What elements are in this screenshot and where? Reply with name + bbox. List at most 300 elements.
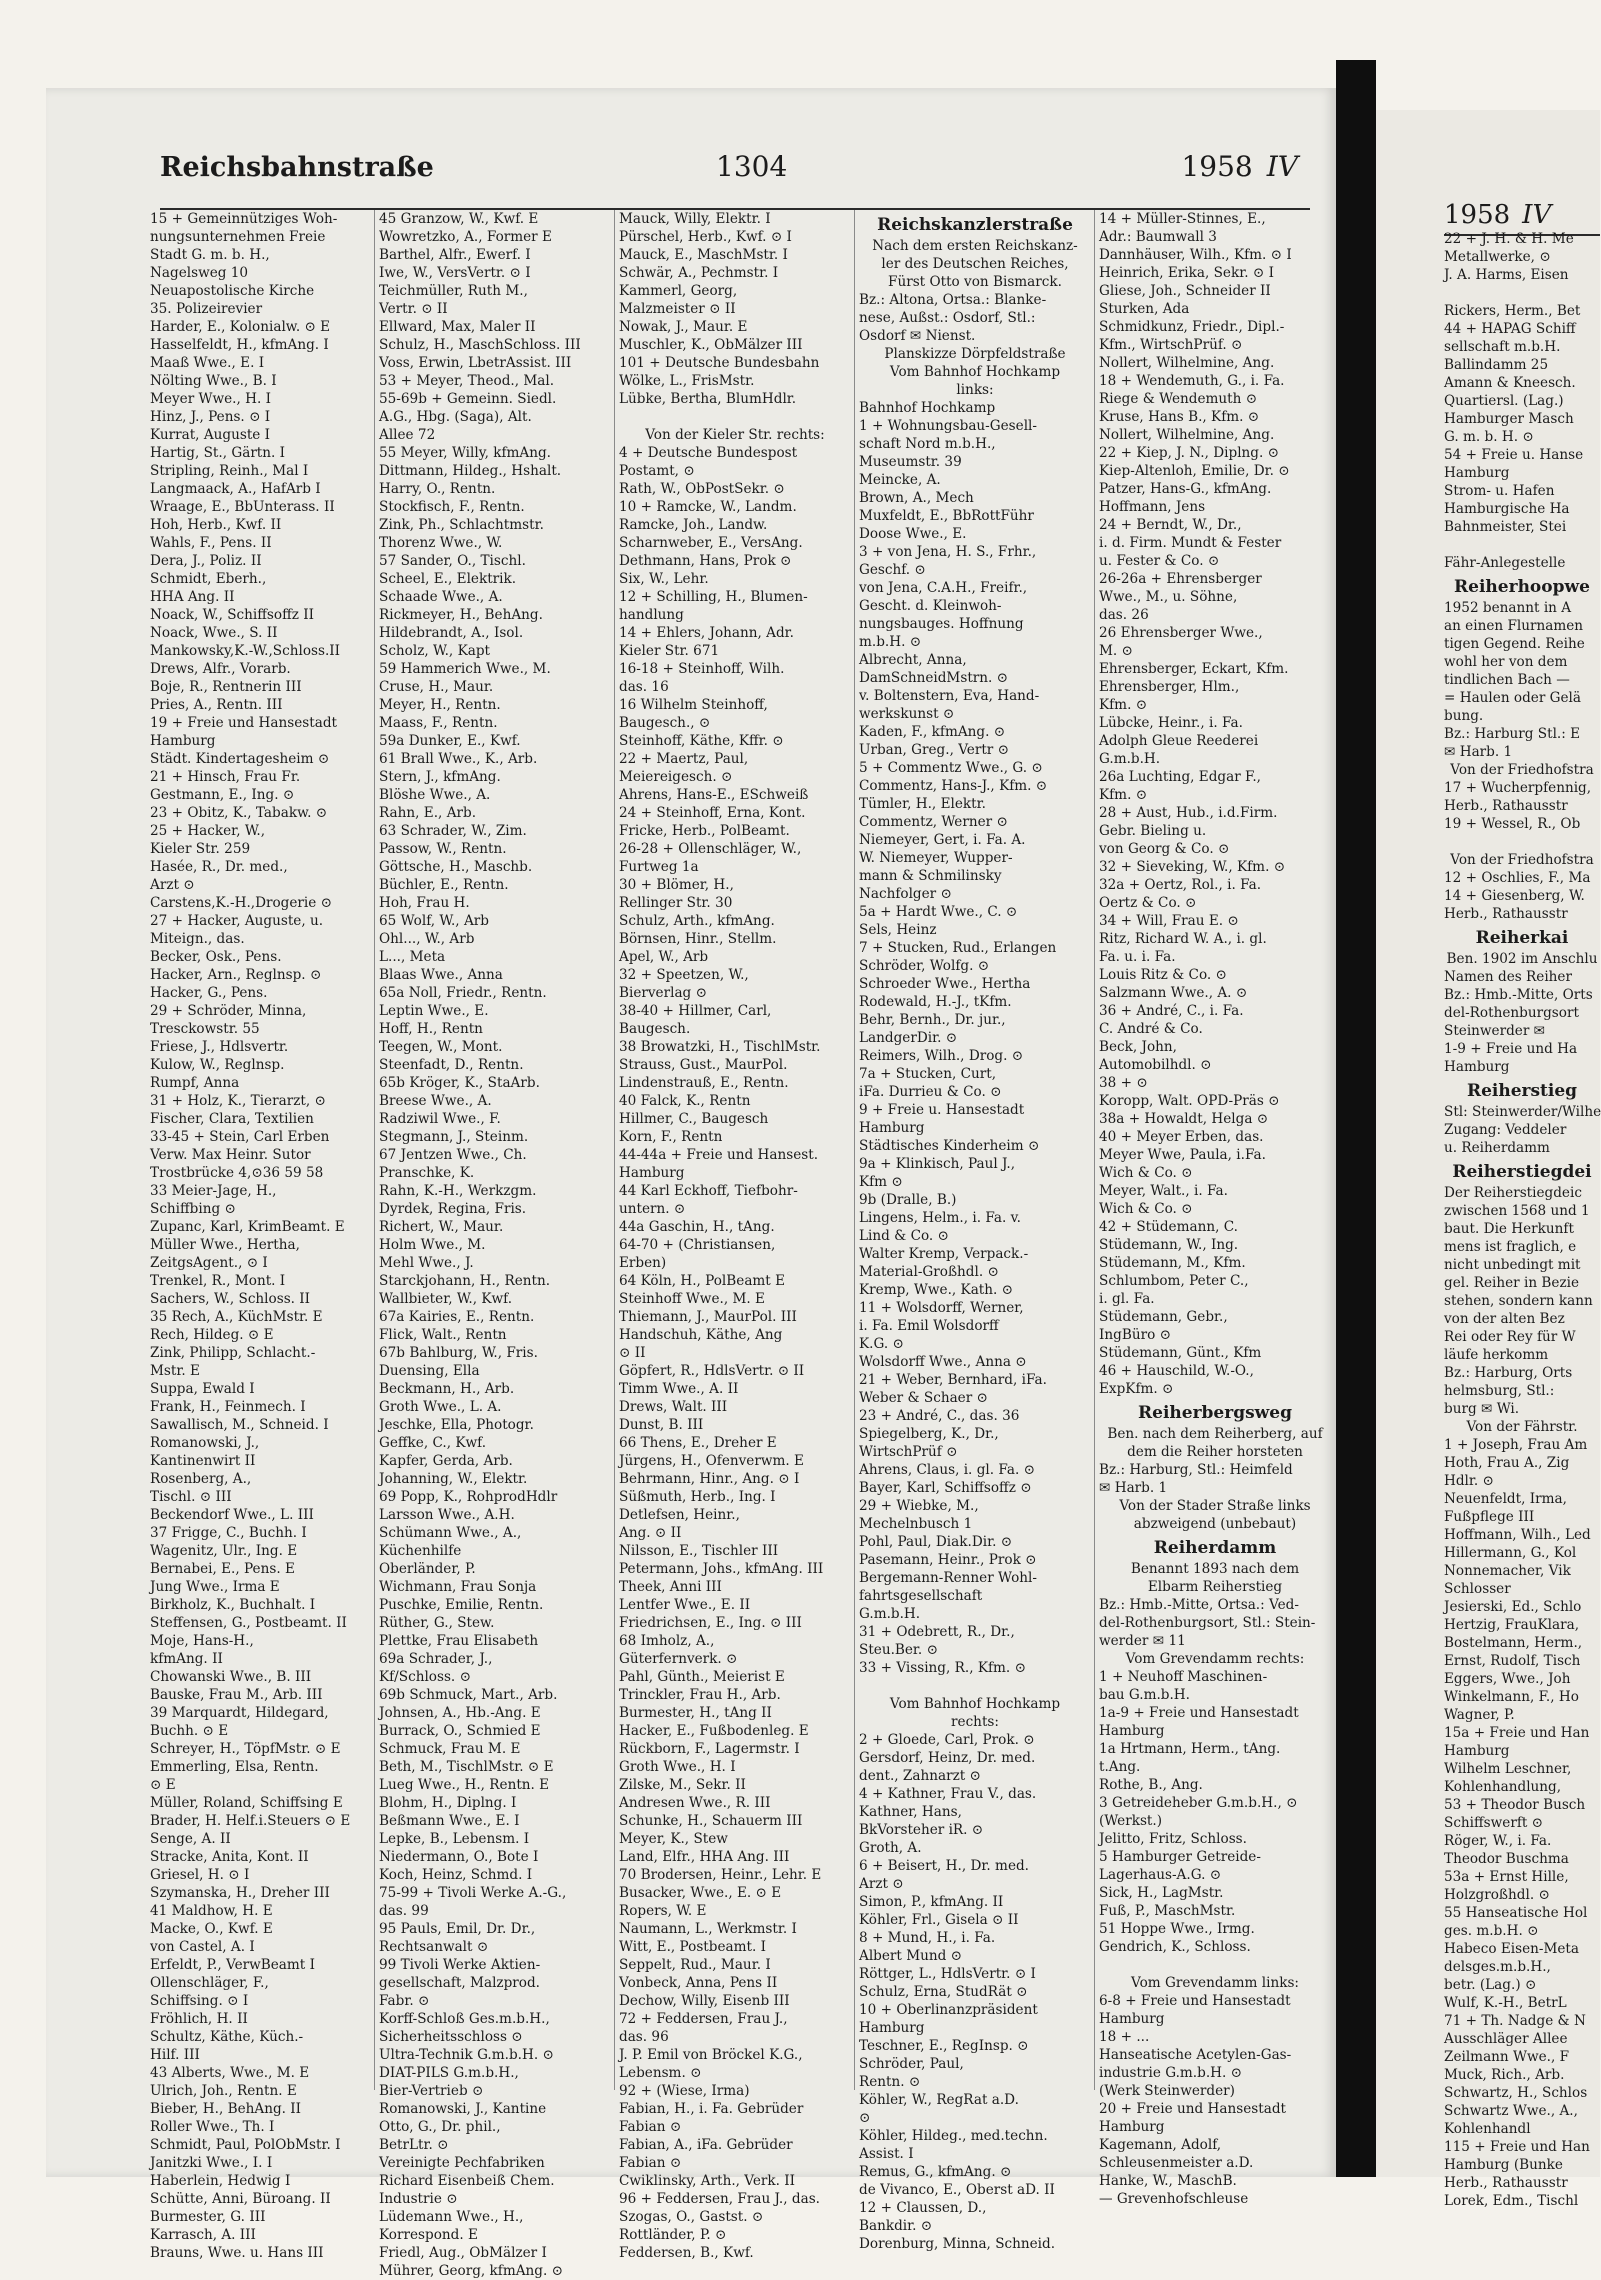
directory-line: 16-18 + Steinhoff, Wilh. — [619, 661, 785, 677]
directory-line: 65a Noll, Friedr., Rentn. — [379, 985, 547, 1001]
directory-line: 4 + Kathner, Frau V., das. — [859, 1786, 1037, 1802]
directory-line: Schulz, Arth., kfmAng. — [619, 913, 775, 929]
directory-line: Börnsen, Hinr., Stellm. — [619, 931, 777, 947]
directory-line: mens ist fraglich, e — [1444, 1239, 1577, 1255]
directory-line: 11 + Wolsdorff, Werner, — [859, 1300, 1024, 1316]
directory-line: 20 + Freie und Hansestadt — [1099, 2101, 1286, 2117]
directory-line: 35 Rech, A., KüchMstr. E — [150, 1309, 323, 1325]
directory-line: Hacker, Arn., Reglnsp. ⊙ — [150, 967, 322, 983]
directory-line: kfmAng. II — [150, 1651, 223, 1667]
directory-line: Ellward, Max, Maler II — [379, 319, 536, 335]
directory-line: bau G.m.b.H. — [1099, 1687, 1190, 1703]
directory-line: Fabian ⊙ — [619, 2119, 682, 2135]
directory-line: Friese, J., Hdlsvertr. — [150, 1039, 289, 1055]
directory-line: Bergemann-Renner Wohl- — [859, 1570, 1037, 1586]
directory-line: Furtweg 1a — [619, 859, 699, 875]
directory-line: G. m. b. H. ⊙ — [1444, 429, 1534, 445]
directory-line: Flick, Walt., Rentn — [379, 1327, 507, 1343]
directory-line: 64 Köln, H., PolBeamt E — [619, 1273, 786, 1289]
directory-line: Schlosser — [1444, 1581, 1511, 1597]
directory-line: Köhler, Hildeg., med.techn. — [859, 2128, 1048, 2144]
directory-line: Eggers, Wwe., Joh — [1444, 1671, 1571, 1687]
directory-line: Seppelt, Rud., Maur. I — [619, 1957, 771, 1973]
directory-line: 5 Hamburger Getreide- — [1099, 1849, 1261, 1865]
directory-line: Baugesch., ⊙ — [619, 715, 711, 731]
directory-line: Frank, H., Feinmech. I — [150, 1399, 306, 1415]
directory-line: Remus, G., kfmAng. ⊙ — [859, 2164, 1012, 2180]
directory-line: betr. (Lag.) ⊙ — [1444, 1977, 1537, 1993]
directory-line: Reimers, Wilh., Drog. ⊙ — [859, 1048, 1024, 1064]
directory-line: Schleusenmeister a.D. — [1099, 2155, 1254, 2171]
directory-line: Miteign., das. — [150, 931, 245, 947]
directory-line: wohl her von dem — [1444, 654, 1568, 670]
directory-line: Von der Stader Straße links — [1119, 1498, 1311, 1514]
directory-line: an einen Flurnamen — [1444, 618, 1584, 634]
directory-line: Kf/Schloss. ⊙ — [379, 1669, 471, 1685]
directory-line: Bauske, Frau M., Arb. III — [150, 1687, 323, 1703]
directory-line: Korff-Schloß Ges.m.b.H., — [379, 2011, 550, 2027]
directory-line: Trenkel, R., Mont. I — [150, 1273, 286, 1289]
directory-line: nungsunternehmen Freie — [150, 229, 326, 245]
directory-line: Bz.: Harburg Stl.: E — [1444, 726, 1581, 742]
directory-line: Neuenfeldt, Irma, — [1444, 1491, 1567, 1507]
directory-line: Röger, W., i. Fa. — [1444, 1833, 1552, 1849]
directory-line: Burmester, H., tAng II — [619, 1705, 772, 1721]
directory-line: 66 Thens, E., Dreher E — [619, 1435, 777, 1451]
directory-line: Meyer, Walt., i. Fa. — [1099, 1183, 1228, 1199]
directory-line: m.b.H. ⊙ — [859, 634, 922, 650]
directory-line: Bahnhof Hochkamp — [859, 400, 996, 416]
directory-line: Cwiklinsky, Arth., Verk. II — [619, 2173, 796, 2189]
directory-line: 19 + Freie und Hansestadt — [150, 715, 337, 731]
directory-line: Müller Wwe., Hertha, — [150, 1237, 300, 1253]
directory-line: Schröder, Wolfg. ⊙ — [859, 958, 990, 974]
directory-line: 10 + Ramcke, W., Landm. — [619, 499, 797, 515]
spacer-line — [1444, 536, 1600, 554]
directory-line: Niedermann, O., Bote I — [379, 1849, 539, 1865]
directory-line: Kieler Str. 259 — [150, 841, 251, 857]
directory-line: Scholz, W., Kapt — [379, 643, 490, 659]
directory-line: = Haulen oder Gelä — [1444, 690, 1581, 706]
directory-line: Senge, A. II — [150, 1831, 231, 1847]
directory-line: Heinrich, Erika, Sekr. ⊙ I — [1099, 265, 1274, 281]
directory-line: Lind & Co. ⊙ — [859, 1228, 949, 1244]
directory-line: 8 + Mund, H., i. Fa. — [859, 1930, 996, 1946]
directory-line: 24 + Berndt, W., Dr., — [1099, 517, 1242, 533]
directory-line: Johanning, W., Elektr. — [379, 1471, 528, 1487]
year: 1958 — [1181, 150, 1253, 183]
directory-line: Beth, M., TischlMstr. ⊙ E — [379, 1759, 554, 1775]
directory-line: Boje, R., Rentnerin III — [150, 679, 302, 695]
directory-line: Six, W., Lehr. — [619, 571, 709, 587]
directory-line: 1a Hrtmann, Herm., tAng. — [1099, 1741, 1281, 1757]
directory-line: Neuapostolische Kirche — [150, 283, 315, 299]
directory-line: 67b Bahlburg, W., Fris. — [379, 1345, 538, 1361]
column-2 — [374, 210, 611, 2279]
directory-line: Bz.: Harburg, Stl.: Heimfeld — [1099, 1462, 1293, 1478]
directory-line: Rodewald, H.-J., tKfm. — [859, 994, 1012, 1010]
directory-line: IngBüro ⊙ — [1099, 1327, 1171, 1343]
directory-line: Kfm. ⊙ — [1099, 787, 1148, 803]
directory-line: 27 + Hacker, Auguste, u. — [150, 913, 324, 929]
directory-line: Von der Friedhofstra — [1450, 762, 1594, 778]
directory-line: baut. Die Herkunft — [1444, 1221, 1574, 1237]
directory-line: Winkelmann, F., Ho — [1444, 1689, 1579, 1705]
directory-line: Emmerling, Elsa, Rentn. — [150, 1759, 319, 1775]
directory-line: Drews, Alfr., Vorarb. — [150, 661, 291, 677]
directory-line: ler des Deutschen Reiches, — [881, 256, 1069, 272]
directory-line: Chowanski Wwe., B. III — [150, 1669, 312, 1685]
street-heading: Reiherdamm — [1153, 1538, 1277, 1558]
directory-line: Sturken, Ada — [1099, 301, 1190, 317]
directory-line: Duensing, Ella — [379, 1363, 480, 1379]
directory-line: Hamburg — [1099, 2119, 1165, 2135]
directory-line: Ausschläger Allee — [1444, 2031, 1568, 2047]
directory-line: Romanowski, J., Kantine — [379, 2101, 547, 2117]
directory-line: Weber & Schaer ⊙ — [859, 1390, 988, 1406]
directory-line: Passow, W., Rentn. — [379, 841, 507, 857]
directory-line: Erfeldt, P., VerwBeamt I — [150, 1957, 315, 1973]
directory-line: 21 + Weber, Bernhard, iFa. — [859, 1372, 1047, 1388]
directory-line: Rückborn, F., Lagermstr. I — [619, 1741, 800, 1757]
directory-line: 96 + Feddersen, Frau J., das. — [619, 2191, 820, 2207]
directory-line: Albrecht, Anna, — [859, 652, 967, 668]
directory-line: Osdorf ✉ Nienst. — [859, 328, 976, 344]
directory-line: Vom Bahnhof Hochkamp — [889, 1696, 1061, 1712]
directory-line: Lindenstrauß, E., Rentn. — [619, 1075, 789, 1091]
directory-line: Ahrens, Hans-E., ESchweiß — [619, 787, 809, 803]
directory-line: Hamburg (Bunke — [1444, 2157, 1563, 2173]
directory-line: Ben. 1902 im Anschlu — [1446, 951, 1598, 967]
directory-line: Leptin Wwe., E. — [379, 1003, 489, 1019]
directory-line: 44 + HAPAG Schiff — [1444, 321, 1576, 337]
directory-line: Teegen, W., Mont. — [379, 1039, 503, 1055]
directory-line: 19 + Wessel, R., Ob — [1444, 816, 1581, 832]
directory-line: Ernst, Rudolf, Tisch — [1444, 1653, 1581, 1669]
directory-line: Vom Grevendamm links: — [1131, 1975, 1299, 1991]
directory-line: Rei oder Rey für W — [1444, 1329, 1576, 1345]
directory-line: Beck, John, — [1099, 1039, 1177, 1055]
directory-line: Sachers, W., Schloss. II — [150, 1291, 311, 1307]
street-heading: Reiherkai — [1475, 928, 1569, 948]
directory-line: Stripling, Reinh., Mal I — [150, 463, 309, 479]
directory-line: Kohlenhandlung, — [1444, 1779, 1562, 1795]
directory-line: Bz.: Harburg, Orts — [1444, 1365, 1573, 1381]
directory-line: Hoffmann, Wilh., Led — [1444, 1527, 1591, 1543]
directory-line: nicht unbedingt mit — [1444, 1257, 1581, 1273]
spacer-line — [619, 408, 851, 426]
directory-line: Hamburg — [1444, 465, 1510, 481]
column-4 — [854, 210, 1091, 2252]
directory-line: 5 + Commentz Wwe., G. ⊙ — [859, 760, 1043, 776]
directory-line: de Vivanco, E., Oberst aD. II — [859, 2182, 1055, 2198]
directory-line: 40 Falck, K., Rentn — [619, 1093, 751, 1109]
directory-line: Rosenberg, A., — [150, 1471, 252, 1487]
directory-line: 18 + Wendemuth, G., i. Fa. — [1099, 373, 1285, 389]
directory-line: Industrie ⊙ — [379, 2191, 458, 2207]
directory-line: Hoh, Herb., Kwf. II — [150, 517, 282, 533]
directory-line: Ehrensberger, Eckart, Kfm. — [1099, 661, 1289, 677]
directory-line: das. 99 — [379, 1903, 429, 1919]
directory-line: 26 Ehrensberger Wwe., — [1099, 625, 1263, 641]
directory-line: Dethmann, Hans, Prok ⊙ — [619, 553, 792, 569]
directory-line: 95 Pauls, Emil, Dr. Dr., — [379, 1921, 536, 1937]
directory-line: (Werk Steinwerder) — [1099, 2083, 1235, 2099]
directory-line: 9b (Dralle, B.) — [859, 1192, 957, 1208]
directory-line: 44-44a + Freie und Hansest. — [619, 1147, 819, 1163]
directory-line: Groth Wwe., H. I — [619, 1759, 736, 1775]
directory-line: 39 Marquardt, Hildegard, — [150, 1705, 329, 1721]
directory-line: 70 Brodersen, Heinr., Lehr. E — [619, 1867, 822, 1883]
directory-line: Apel, W., Arb — [619, 949, 709, 965]
directory-line: Hartig, St., Gärtn. I — [150, 445, 286, 461]
directory-line: Jürgens, H., Ofenverwm. E — [619, 1453, 804, 1469]
directory-line: Hoth, Frau A., Zig — [1444, 1455, 1570, 1471]
directory-line: Schwartz, H., Schlos — [1444, 2085, 1588, 2101]
directory-line: Fa. u. i. Fa. — [1099, 949, 1176, 965]
directory-line: Material-Großhdl. ⊙ — [859, 1264, 999, 1280]
directory-line: Noack, W., Schiffsoffz II — [150, 607, 314, 623]
directory-line: Rickmeyer, H., BehAng. — [379, 607, 543, 623]
directory-line: v. Boltenstern, Eva, Hand- — [859, 688, 1040, 704]
directory-line: 69b Schmuck, Mart., Arb. — [379, 1687, 558, 1703]
directory-line: 32 + Sieveking, W., Kfm. ⊙ — [1099, 859, 1286, 875]
directory-line: Hoffmann, Jens — [1099, 499, 1206, 515]
directory-line: Erben) — [619, 1255, 667, 1271]
directory-line: Meiereigesch. ⊙ — [619, 769, 733, 785]
directory-line: Urban, Greg., Vertr ⊙ — [859, 742, 1010, 758]
directory-line: Starckjohann, H., Rentn. — [379, 1273, 551, 1289]
directory-line: Wagner, P. — [1444, 1707, 1515, 1723]
directory-line: Dechow, Willy, Eisenb III — [619, 1993, 790, 2009]
directory-line: Ballindamm 25 — [1444, 357, 1549, 373]
directory-line: 75-99 + Tivoli Werke A.-G., — [379, 1885, 567, 1901]
directory-line: ⊙ E — [150, 1777, 176, 1793]
directory-line: Mankowsky,K.-W.,Schloss.II — [150, 643, 341, 659]
directory-line: Schröder, Paul, — [859, 2056, 964, 2072]
directory-line: Kulow, W., Reglnsp. — [150, 1057, 285, 1073]
directory-line: dem die Reiher horsteten — [1127, 1444, 1303, 1460]
directory-line: Pries, A., Rentn. III — [150, 697, 283, 713]
directory-line: 65 Wolf, W., Arb — [379, 913, 489, 929]
directory-line: Zink, Philipp, Schlacht.- — [150, 1345, 316, 1361]
directory-line: Von der Kieler Str. rechts: — [645, 427, 825, 443]
directory-line: handlung — [619, 607, 684, 623]
directory-line: 24 + Steinhoff, Erna, Kont. — [619, 805, 806, 821]
directory-line: G.m.b.H. — [859, 1606, 921, 1622]
directory-line: Ohl..., W., Arb — [379, 931, 475, 947]
directory-line: Rickers, Herm., Bet — [1444, 303, 1581, 319]
directory-line: 14 + Müller-Stinnes, E., — [1099, 211, 1266, 227]
directory-line: 99 Tivoli Werke Aktien- — [379, 1957, 541, 1973]
directory-line: Niemeyer, Gert, i. Fa. A. — [859, 832, 1026, 848]
directory-line: ges. m.b.H. ⊙ — [1444, 1923, 1539, 1939]
directory-line: Friedrichsen, E., Ing. ⊙ III — [619, 1615, 802, 1631]
directory-line: Automobilhdl. ⊙ — [1099, 1057, 1212, 1073]
directory-line: 1a-9 + Freie und Hansestadt — [1099, 1705, 1299, 1721]
directory-line: Postamt, ⊙ — [619, 463, 695, 479]
directory-line: Scharnweber, E., VersAng. — [619, 535, 803, 551]
directory-line: Walter Kremp, Verpack.- — [859, 1246, 1029, 1262]
directory-line: Benannt 1893 nach dem — [1130, 1561, 1300, 1577]
directory-line: Wagenitz, Ulr., Ing. E — [150, 1543, 298, 1559]
directory-line: Geffke, C., Kwf. — [379, 1435, 487, 1451]
directory-line: 36 + André, C., i. Fa. — [1099, 1003, 1244, 1019]
directory-line: werkskunst ⊙ — [859, 706, 955, 722]
directory-line: Maaß Wwe., E. I — [150, 355, 265, 371]
directory-line: Mstr. E — [150, 1363, 200, 1379]
directory-line: 92 + (Wiese, Irma) — [619, 2083, 750, 2099]
directory-line: Hamburg — [619, 1165, 685, 1181]
directory-line: von Georg & Co. ⊙ — [1099, 841, 1230, 857]
directory-line: LandgerDir. ⊙ — [859, 1030, 958, 1046]
directory-line: Brown, A., Mech — [859, 490, 974, 506]
directory-line: Meyer Wwe, Paula, i.Fa. — [1099, 1147, 1266, 1163]
directory-line: Groth, A. — [859, 1840, 922, 1856]
directory-line: 17 + Wucherpfennig, — [1444, 780, 1592, 796]
directory-line: Fischer, Clara, Textilien — [150, 1111, 314, 1127]
directory-line: Von der Fährstr. — [1466, 1419, 1578, 1435]
directory-line: Gescht. d. Kleinwoh- — [859, 598, 1002, 614]
directory-line: 72 + Feddersen, Frau J., — [619, 2011, 788, 2027]
directory-line: Tischl. ⊙ III — [150, 1489, 232, 1505]
directory-line: ExpKfm. ⊙ — [1099, 1381, 1174, 1397]
directory-line: 22 + Maertz, Paul, — [619, 751, 749, 767]
directory-line: 64-70 + (Christiansen, — [619, 1237, 776, 1253]
directory-line: Beßmann Wwe., E. I — [379, 1813, 520, 1829]
directory-line: Museumstr. 39 — [859, 454, 962, 470]
street-heading: Reichskanzlerstraße — [877, 215, 1073, 235]
directory-line: 30 + Blömer, H., — [619, 877, 734, 893]
directory-line: Kfm. ⊙ — [1099, 697, 1148, 713]
directory-line: Pranschke, K. — [379, 1165, 475, 1181]
directory-line: 33 Meier-Jage, H., — [150, 1183, 277, 1199]
directory-line: Büchler, E., Rentn. — [379, 877, 509, 893]
directory-line: Dorenburg, Minna, Schneid. — [859, 2236, 1056, 2252]
directory-line: Witt, E., Postbeamt. I — [619, 1939, 766, 1955]
directory-line: Stüdemann, Gebr., — [1099, 1309, 1228, 1325]
directory-line: Pahl, Günth., Meierist E — [619, 1669, 785, 1685]
directory-line: 43 Alberts, Wwe., M. E — [150, 2065, 310, 2081]
running-head-street: Reichsbahnstraße — [160, 152, 434, 183]
directory-line: 32 + Speetzen, W., — [619, 967, 749, 983]
directory-line: Süßmuth, Herb., Ing. I — [619, 1489, 776, 1505]
directory-line: Schreyer, H., TöpfMstr. ⊙ E — [150, 1741, 341, 1757]
directory-line: 38-40 + Hillmer, Carl, — [619, 1003, 772, 1019]
directory-line: Roller Wwe., Th. I — [150, 2119, 275, 2135]
directory-line: Bz.: Hmb.-Mitte, Ortsa.: Ved- — [1099, 1597, 1299, 1613]
directory-line: Kagemann, Adolf, — [1099, 2137, 1222, 2153]
directory-line: Vom Grevendamm rechts: — [1125, 1651, 1305, 1667]
directory-line: Hamburger Masch — [1444, 411, 1574, 427]
directory-line: Fricke, Herb., PolBeamt. — [619, 823, 790, 839]
directory-line: Rahn, E., Arb. — [379, 805, 477, 821]
directory-line: Schwär, A., Pechmstr. I — [619, 265, 779, 281]
directory-line: Fuß, P., MaschMstr. — [1099, 1903, 1236, 1919]
directory-line: 33 + Vissing, R., Kfm. ⊙ — [859, 1660, 1026, 1676]
directory-line: 3 Getreideheber G.m.b.H., ⊙ — [1099, 1795, 1298, 1811]
directory-line: 71 + Th. Nadge & N — [1444, 2013, 1586, 2029]
directory-line: schaft Nord m.b.H., — [859, 436, 996, 452]
directory-line: Kieler Str. 671 — [619, 643, 720, 659]
directory-line: Stüdemann, M., Kfm. — [1099, 1255, 1246, 1271]
directory-line: Meyer Wwe., H. I — [150, 391, 271, 407]
directory-line: Rellinger Str. 30 — [619, 895, 733, 911]
directory-line: Mauck, Willy, Elektr. I — [619, 211, 771, 227]
directory-line: Tümler, H., Elektr. — [859, 796, 986, 812]
directory-line: 67 Jentzen Wwe., Ch. — [379, 1147, 527, 1163]
directory-line: 44 Karl Eckhoff, Tiefbohr- — [619, 1183, 798, 1199]
directory-line: Hasée, R., Dr. med., — [150, 859, 288, 875]
directory-line: Oertz & Co. ⊙ — [1099, 895, 1197, 911]
directory-line: Schiffsing. ⊙ I — [150, 1993, 249, 2009]
directory-line: Petermann, Johs., kfmAng. III — [619, 1561, 824, 1577]
directory-line: Lorek, Edm., Tischl — [1444, 2193, 1579, 2209]
directory-line: Ehrensberger, Hlm., — [1099, 679, 1240, 695]
directory-line: Cruse, H., Maur. — [379, 679, 494, 695]
directory-line: Szymanska, H., Dreher III — [150, 1885, 330, 1901]
directory-line: werder ✉ 11 — [1099, 1633, 1186, 1649]
year-volume — [1181, 150, 1298, 183]
directory-line: Hamburg — [1099, 2011, 1165, 2027]
directory-line: 38a + Howaldt, Helga ⊙ — [1099, 1111, 1269, 1127]
directory-line: 38 Browatzki, H., TischlMstr. — [619, 1039, 821, 1055]
directory-line: 34 + Will, Frau E. ⊙ — [1099, 913, 1239, 929]
directory-line: Rath, W., ObPostSekr. ⊙ — [619, 481, 785, 497]
directory-line: Griesel, H. ⊙ I — [150, 1867, 250, 1883]
directory-line: Lueg Wwe., H., Rentn. E — [379, 1777, 550, 1793]
directory-line: 69 Popp, K., RohprodHdlr — [379, 1489, 558, 1505]
directory-line: Lepke, B., Lebensm. I — [379, 1831, 530, 1847]
directory-line: Busacker, Wwe., E. ⊙ E — [619, 1885, 782, 1901]
directory-line: DIAT-PILS G.m.b.H., — [379, 2065, 519, 2081]
directory-line: Feddersen, B., Kwf. — [619, 2245, 754, 2261]
directory-line: Sick, H., LagMstr. — [1099, 1885, 1224, 1901]
directory-line: Doose Wwe., E. — [859, 526, 967, 542]
directory-line: Hoff, H., Rentn — [379, 1021, 483, 1037]
directory-line: Behrmann, Hinr., Ang. ⊙ I — [619, 1471, 800, 1487]
directory-line: Simon, P., kfmAng. II — [859, 1894, 1004, 1910]
directory-line: 33-45 + Stein, Carl Erben — [150, 1129, 330, 1145]
directory-line: Fabian, H., i. Fa. Gebrüder — [619, 2101, 804, 2117]
directory-line: Wwe., M., u. Söhne, — [1099, 589, 1238, 605]
directory-line: Schmidt, Paul, PolObMstr. I — [150, 2137, 341, 2153]
directory-line: Ben. nach dem Reiherberg, auf — [1107, 1426, 1323, 1442]
directory-line: 35. Polizeirevier — [150, 301, 263, 317]
directory-line: Stüdemann, W., Ing. — [1099, 1237, 1239, 1253]
directory-line: Kapfer, Gerda, Arb. — [379, 1453, 513, 1469]
directory-line: Hillermann, G., Kol — [1444, 1545, 1577, 1561]
directory-line: Gestmann, E., Ing. ⊙ — [150, 787, 295, 803]
directory-line: Bz.: Hmb.-Mitte, Orts — [1444, 987, 1593, 1003]
directory-line: Rumpf, Anna — [150, 1075, 240, 1091]
spacer-line — [1444, 833, 1600, 851]
directory-line: Kammerl, Georg, — [619, 283, 738, 299]
directory-line: 65b Kröger, K., StaArb. — [379, 1075, 540, 1091]
directory-line: Stüdemann, Günt., Kfm — [1099, 1345, 1262, 1361]
directory-line: 6-8 + Freie und Hansestadt — [1099, 1993, 1291, 2009]
directory-line: Gliese, Joh., Schneider II — [1099, 283, 1271, 299]
directory-line: Hacker, E., Fußbodenleg. E — [619, 1723, 809, 1739]
directory-line: Tresckowstr. 55 — [150, 1021, 260, 1037]
page-header — [160, 148, 1310, 210]
directory-line: Korrespond. E — [379, 2227, 478, 2243]
directory-line: Wich & Co. ⊙ — [1099, 1165, 1193, 1181]
directory-line: Salzmann Wwe., A. ⊙ — [1099, 985, 1248, 1001]
directory-line: Gendrich, K., Schloss. — [1099, 1939, 1251, 1955]
directory-line: iFa. Durrieu & Co. ⊙ — [859, 1084, 1002, 1100]
directory-line: 1952 benannt in A — [1444, 600, 1572, 616]
